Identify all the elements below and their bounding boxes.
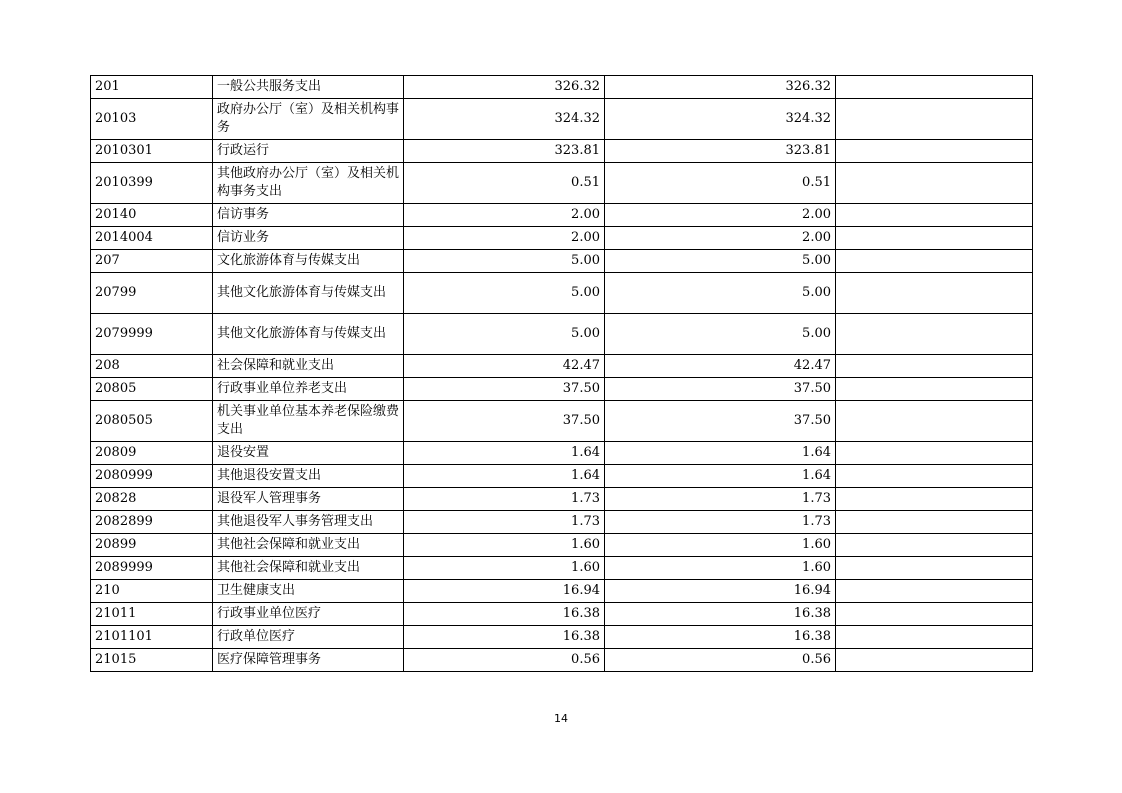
total-amount-cell: 1.73	[404, 511, 605, 534]
table-row	[91, 401, 1033, 442]
table-row	[91, 534, 1033, 557]
other-amount-cell	[836, 76, 1033, 99]
total-amount-cell: 1.64	[404, 465, 605, 488]
basic-amount-cell: 0.51	[605, 163, 836, 204]
account-code-cell: 2010301	[91, 140, 213, 163]
other-amount-cell	[836, 250, 1033, 273]
other-amount-cell	[836, 163, 1033, 204]
table-row	[91, 378, 1033, 401]
basic-amount-cell: 16.38	[605, 603, 836, 626]
total-amount-cell: 5.00	[404, 273, 605, 314]
account-code-cell: 2014004	[91, 227, 213, 250]
account-code-cell: 2101101	[91, 626, 213, 649]
basic-amount-cell: 323.81	[605, 140, 836, 163]
total-amount-cell: 37.50	[404, 378, 605, 401]
account-name-cell: 其他文化旅游体育与传媒支出	[213, 273, 404, 314]
basic-amount-cell: 5.00	[605, 273, 836, 314]
table-row	[91, 273, 1033, 314]
table-row	[91, 580, 1033, 603]
table-row	[91, 250, 1033, 273]
total-amount-cell: 37.50	[404, 401, 605, 442]
other-amount-cell	[836, 227, 1033, 250]
account-name-cell: 其他文化旅游体育与传媒支出	[213, 314, 404, 355]
basic-amount-cell: 324.32	[605, 99, 836, 140]
account-code-cell: 2080999	[91, 465, 213, 488]
basic-amount-cell: 16.38	[605, 626, 836, 649]
table-row	[91, 511, 1033, 534]
other-amount-cell	[836, 314, 1033, 355]
total-amount-cell: 1.64	[404, 442, 605, 465]
basic-amount-cell: 1.64	[605, 465, 836, 488]
account-name-cell: 医疗保障管理事务	[213, 649, 404, 672]
basic-amount-cell: 2.00	[605, 204, 836, 227]
budget-table	[90, 75, 1033, 672]
total-amount-cell: 0.56	[404, 649, 605, 672]
table-row	[91, 355, 1033, 378]
account-code-cell: 21011	[91, 603, 213, 626]
basic-amount-cell: 1.60	[605, 557, 836, 580]
table-row	[91, 442, 1033, 465]
table-row	[91, 76, 1033, 99]
basic-amount-cell: 5.00	[605, 314, 836, 355]
account-code-cell: 2010399	[91, 163, 213, 204]
total-amount-cell: 0.51	[404, 163, 605, 204]
total-amount-cell: 42.47	[404, 355, 605, 378]
table-row	[91, 488, 1033, 511]
table-row	[91, 465, 1033, 488]
total-amount-cell: 1.60	[404, 557, 605, 580]
account-name-cell: 行政运行	[213, 140, 404, 163]
total-amount-cell: 16.94	[404, 580, 605, 603]
other-amount-cell	[836, 626, 1033, 649]
total-amount-cell: 326.32	[404, 76, 605, 99]
account-name-cell: 政府办公厅（室）及相关机构事务	[213, 99, 404, 140]
account-name-cell: 退役安置	[213, 442, 404, 465]
account-code-cell: 20828	[91, 488, 213, 511]
basic-amount-cell: 42.47	[605, 355, 836, 378]
other-amount-cell	[836, 603, 1033, 626]
account-name-cell: 文化旅游体育与传媒支出	[213, 250, 404, 273]
basic-amount-cell: 0.56	[605, 649, 836, 672]
page-number: 14	[554, 712, 568, 725]
total-amount-cell: 1.73	[404, 488, 605, 511]
total-amount-cell: 5.00	[404, 250, 605, 273]
other-amount-cell	[836, 204, 1033, 227]
account-name-cell: 其他退役安置支出	[213, 465, 404, 488]
account-name-cell: 行政单位医疗	[213, 626, 404, 649]
total-amount-cell: 2.00	[404, 204, 605, 227]
other-amount-cell	[836, 355, 1033, 378]
account-code-cell: 2080505	[91, 401, 213, 442]
account-code-cell: 21015	[91, 649, 213, 672]
table-row	[91, 649, 1033, 672]
basic-amount-cell: 37.50	[605, 378, 836, 401]
account-code-cell: 208	[91, 355, 213, 378]
basic-amount-cell: 1.60	[605, 534, 836, 557]
table-row	[91, 557, 1033, 580]
other-amount-cell	[836, 273, 1033, 314]
other-amount-cell	[836, 465, 1033, 488]
account-name-cell: 其他退役军人事务管理支出	[213, 511, 404, 534]
account-name-cell: 其他社会保障和就业支出	[213, 557, 404, 580]
total-amount-cell: 2.00	[404, 227, 605, 250]
table-row	[91, 227, 1033, 250]
other-amount-cell	[836, 580, 1033, 603]
total-amount-cell: 323.81	[404, 140, 605, 163]
other-amount-cell	[836, 557, 1033, 580]
table-row	[91, 204, 1033, 227]
table-body	[91, 76, 1033, 672]
basic-amount-cell: 1.73	[605, 511, 836, 534]
table-row	[91, 140, 1033, 163]
total-amount-cell: 324.32	[404, 99, 605, 140]
account-code-cell: 20805	[91, 378, 213, 401]
basic-amount-cell: 326.32	[605, 76, 836, 99]
other-amount-cell	[836, 140, 1033, 163]
account-code-cell: 2079999	[91, 314, 213, 355]
account-name-cell: 信访事务	[213, 204, 404, 227]
other-amount-cell	[836, 442, 1033, 465]
other-amount-cell	[836, 99, 1033, 140]
account-code-cell: 207	[91, 250, 213, 273]
account-code-cell: 20809	[91, 442, 213, 465]
account-name-cell: 卫生健康支出	[213, 580, 404, 603]
basic-amount-cell: 1.73	[605, 488, 836, 511]
account-code-cell: 2082899	[91, 511, 213, 534]
account-name-cell: 行政事业单位养老支出	[213, 378, 404, 401]
account-code-cell: 210	[91, 580, 213, 603]
total-amount-cell: 16.38	[404, 603, 605, 626]
other-amount-cell	[836, 649, 1033, 672]
account-code-cell: 201	[91, 76, 213, 99]
account-code-cell: 20899	[91, 534, 213, 557]
other-amount-cell	[836, 534, 1033, 557]
other-amount-cell	[836, 378, 1033, 401]
account-name-cell: 行政事业单位医疗	[213, 603, 404, 626]
table-row	[91, 603, 1033, 626]
other-amount-cell	[836, 511, 1033, 534]
account-code-cell: 20799	[91, 273, 213, 314]
basic-amount-cell: 16.94	[605, 580, 836, 603]
table-row	[91, 626, 1033, 649]
account-name-cell: 一般公共服务支出	[213, 76, 404, 99]
table-row	[91, 314, 1033, 355]
account-name-cell: 其他政府办公厅（室）及相关机构事务支出	[213, 163, 404, 204]
account-code-cell: 20103	[91, 99, 213, 140]
account-name-cell: 退役军人管理事务	[213, 488, 404, 511]
basic-amount-cell: 37.50	[605, 401, 836, 442]
table-row	[91, 99, 1033, 140]
other-amount-cell	[836, 488, 1033, 511]
table-row	[91, 163, 1033, 204]
account-name-cell: 机关事业单位基本养老保险缴费支出	[213, 401, 404, 442]
account-name-cell: 信访业务	[213, 227, 404, 250]
account-name-cell: 社会保障和就业支出	[213, 355, 404, 378]
basic-amount-cell: 5.00	[605, 250, 836, 273]
account-code-cell: 2089999	[91, 557, 213, 580]
basic-amount-cell: 1.64	[605, 442, 836, 465]
total-amount-cell: 1.60	[404, 534, 605, 557]
total-amount-cell: 16.38	[404, 626, 605, 649]
account-code-cell: 20140	[91, 204, 213, 227]
basic-amount-cell: 2.00	[605, 227, 836, 250]
other-amount-cell	[836, 401, 1033, 442]
total-amount-cell: 5.00	[404, 314, 605, 355]
account-name-cell: 其他社会保障和就业支出	[213, 534, 404, 557]
